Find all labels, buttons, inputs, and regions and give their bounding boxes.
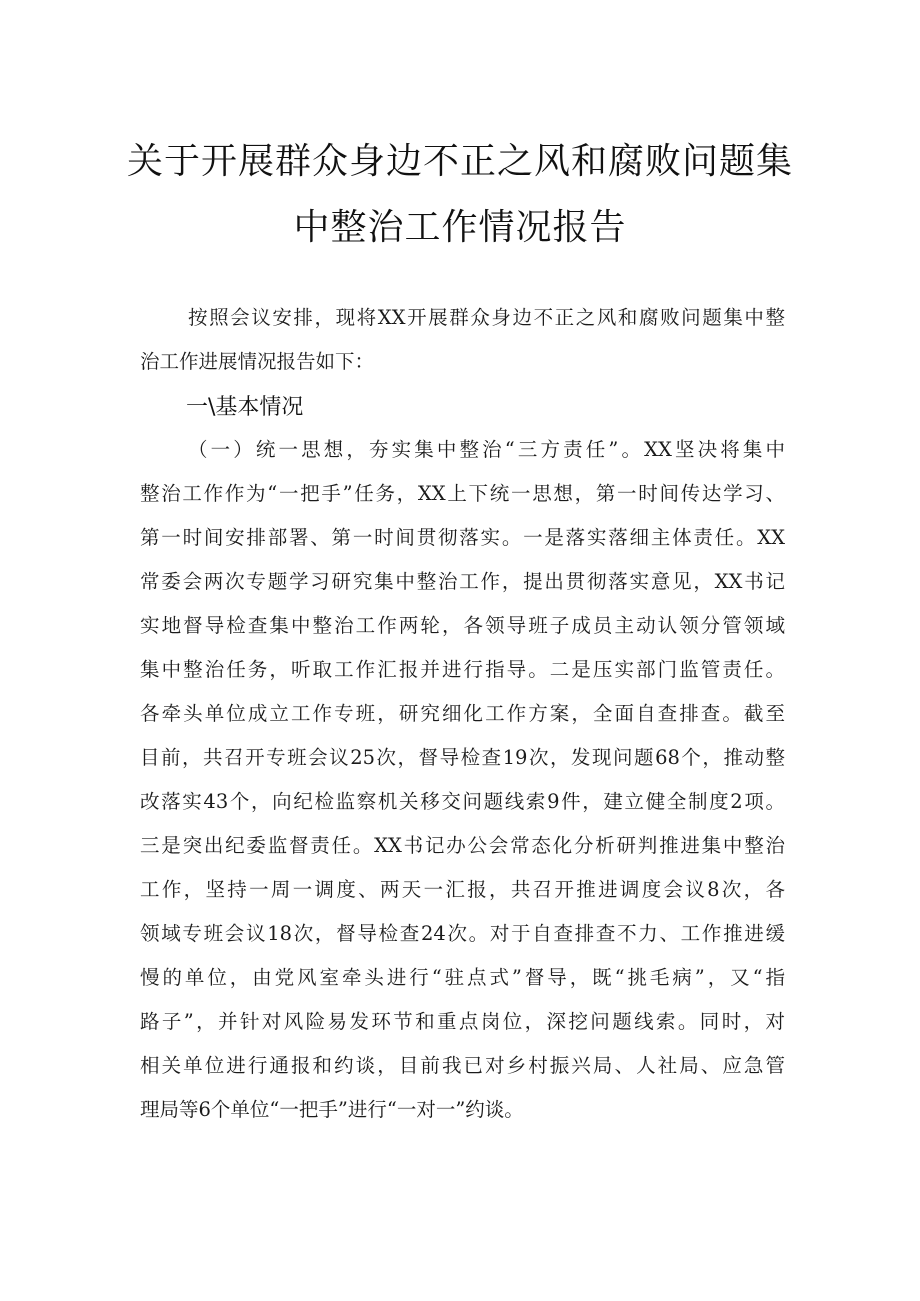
body-line-2: 整治工作作为“一把手”任务，XX上下统一思想，第一时间传达学习、: [140, 482, 785, 505]
body-line-10: 三是突出纪委监督责任。XX书记办公会常态化分析研判推进集中整治: [140, 834, 785, 857]
intro-line-1: 按照会议安排，现将XX开展群众身边不正之风和腐败问题集中整: [188, 306, 785, 329]
section-heading: 一\基本情况: [186, 395, 304, 420]
body-line-15: 相关单位进行通报和约谈，目前我已对乡村振兴局、人社局、应急管: [140, 1054, 785, 1077]
body-line-5: 实地督导检查集中整治工作两轮，各领导班子成员主动认领分管领域: [140, 614, 785, 637]
body-line-3: 第一时间安排部署、第一时间贯彻落实。一是落实落细主体责任。XX: [140, 526, 785, 549]
document-title-line-2: 中整治工作情况报告: [293, 207, 627, 248]
body-line-9: 改落实43个，向纪检监察机关移交问题线索9件，建立健全制度2项。: [140, 790, 785, 813]
document-title-line-1: 关于开展群众身边不正之风和腐败问题集: [126, 141, 793, 182]
body-line-8: 目前，共召开专班会议25次，督导检查19次，发现问题68个，推动整: [140, 746, 785, 769]
body-line-6: 集中整治任务，听取工作汇报并进行指导。二是压实部门监管责任。: [140, 658, 785, 681]
body-line-14: 路子”，并针对风险易发环节和重点岗位，深挖问题线索。同时，对: [140, 1010, 785, 1033]
body-line-4: 常委会两次专题学习研究集中整治工作，提出贯彻落实意见，XX书记: [140, 570, 785, 593]
body-line-13: 慢的单位，由党风室牵头进行“驻点式”督导，既“挑毛病”，又“指: [140, 966, 785, 989]
intro-line-2: 治工作进展情况报告如下：: [140, 350, 375, 373]
body-line-11: 工作，坚持一周一调度、两天一汇报，共召开推进调度会议8次，各: [140, 878, 785, 901]
body-line-7: 各牵头单位成立工作专班，研究细化工作方案，全面自查排查。截至: [140, 702, 785, 725]
body-line-1: （一）统一思想，夯实集中整治“三方责任”。XX坚决将集中: [188, 438, 785, 461]
body-line-12: 领域专班会议18次，督导检查24次。对于自查排查不力、工作推进缓: [140, 922, 785, 945]
body-line-16: 理局等6个单位“一把手”进行“一对一”约谈。: [140, 1098, 524, 1121]
